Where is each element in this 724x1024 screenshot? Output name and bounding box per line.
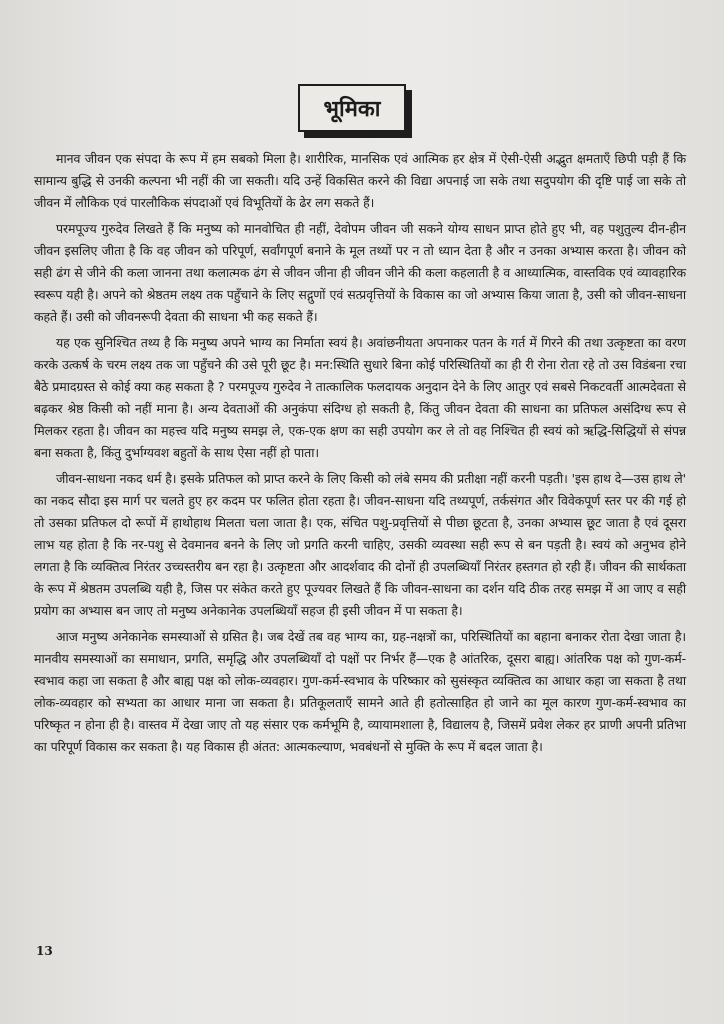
- paragraph-4: जीवन-साधना नकद धर्म है। इसके प्रतिफल को प्राप्त करने के लिए किसी को लंबे समय की प्रतीक्षा नहीं करनी पड़ती। 'इस हाथ दे—उस हाथ ले' का नकद सौदा इस मार्ग पर चलते हुए हर कदम पर फलित होता रहता है। जीवन-साधना यदि तथ्यपूर्ण, तर्कसंगत और विवेकपूर्ण स्तर पर की गई हो तो उसका प्रतिफल दो रूपों में हाथोहाथ मिलता चला जाता है। एक, संचित पशु-प्रवृत्तियों से पीछा छूटता है, उनका अभ्यास छूट जाता है एवं दूसरा लाभ यह होता है कि नर-पशु से देवमानव बनने के लिए जो प्रगति करनी चाहिए, उसकी व्यवस्था सही रूप से बन पड़ती है। स्वयं को अनुभव होने लगता है कि व्यक्तित्व निरंतर उच्चस्तरीय बन रहा है। उत्कृष्टता और आदर्शवाद की दोनों ही उपलब्धियाँ निरंतर हस्तगत हो रही हैं। जीवन की सार्थकता के रूप में श्रेष्ठतम उपलब्धि यही है, जिस पर संकेत करते हुए पूज्यवर लिखते हैं कि जीवन-साधना का दर्शन यदि ठीक तरह समझ में आ जाए व सही प्रयोग का अभ्यास बन जाए तो मनुष्य अनेकानेक उपलब्धियाँ सहज ही इसी जीवन में पा सकता है।: [34, 471, 686, 618]
- heading-frame: [298, 84, 406, 132]
- page-number: 13: [36, 944, 53, 958]
- paragraph-5: आज मनुष्य अनेकानेक समस्याओं से ग्रसित है। जब देखें तब वह भाग्य का, ग्रह-नक्षत्रों का, परिस्थितियों का बहाना बनाकर रोता देखा जाता है। मानवीय समस्याओं का समाधान, प्रगति, समृद्धि और उपलब्धियाँ दो पक्षों पर निर्भर हैं—एक है आंतरिक, दूसरा बाह्य। आंतरिक पक्ष को गुण-कर्म-स्वभाव कहा जा सकता है और बाह्य पक्ष को लोक-व्यवहार। गुण-कर्म-स्वभाव के परिष्कार को सुसंस्कृत व्यक्तित्व का आधार कहा जा सकता है तथा लोक-व्यवहार को सभ्यता का आधार माना जा सकता है। प्रतिकूलताएँ सामने आते ही हतोत्साहित हो जाने का मूल कारण गुण-कर्म-स्वभाव का परिष्कृत न होना ही है। वास्तव में देखा जाए तो यह संसार एक कर्मभूमि है, व्यायामशाला है, विद्यालय है, जिसमें प्रवेश लेकर हर प्राणी अपनी प्रतिभा का परिपूर्ण विकास कर सकता है। यह विकास ही अंतत: आत्मकल्याण, भवबंधनों से मुक्ति के रूप में बदल जाता है।: [34, 629, 686, 754]
- page-heading: भूमिका: [298, 84, 406, 132]
- paragraph-1: मानव जीवन एक संपदा के रूप में हम सबको मिला है। शारीरिक, मानसिक एवं आत्मिक हर क्षेत्र में ऐसी-ऐसी अद्भुत क्षमताएँ छिपी पड़ी हैं कि सामान्य बुद्धि से उनकी कल्पना भी नहीं की जा सकती। यदि उन्हें विकसित करने की विद्या अपनाई जा सके तथा सदुपयोग की दृष्टि पाई जा सके तो जीवन में लौकिक एवं पारलौकिक संपदाओं एवं विभूतियों के ढेर लग सकते हैं।: [34, 151, 686, 210]
- body-text: [34, 148, 686, 762]
- paragraph-2: परमपूज्य गुरुदेव लिखते हैं कि मनुष्य को मानवोचित ही नहीं, देवोपम जीवन जी सकने योग्य साधन प्राप्त होते हुए भी, वह पशुतुल्य दीन-हीन जीवन इसलिए जीता है कि वह जीवन को परिपूर्ण, सर्वांगपूर्ण बनाने के मूल तथ्यों पर न तो ध्यान देता है और न उनका अभ्यास करता है। जीवन को सही ढंग से जीने की कला जानना तथा कलात्मक ढंग से जीवन जीना ही जीवन जीने की कला कहलाती है व आध्यात्मिक, वास्तविक एवं व्यावहारिक स्वरूप यही है। अपने को श्रेष्ठतम लक्ष्य तक पहुँचाने के लिए सद्गुणों एवं सत्प्रवृत्तियों के विकास का जो अभ्यास किया जाता है, उसी को जीवन-साधना कहते हैं। उसी को जीवनरूपी देवता की साधना भी कह सकते हैं।: [34, 221, 686, 324]
- paragraph-3: यह एक सुनिश्चित तथ्य है कि मनुष्य अपने भाग्य का निर्माता स्वयं है। अवांछनीयता अपनाकर पतन के गर्त में गिरने की तथा उत्कृष्टता का वरण करके उत्कर्ष के चरम लक्ष्य तक जा पहुँचने की उसे पूरी छूट है। मन:स्थिति सुधारे बिना कोई परिस्थितियों का ही री रोना रोता रहे तो उस विडंबना रचा बैठे प्रमादग्रस्त से कोई क्या कह सकता है ? परमपूज्य गुरुदेव ने तात्कालिक फलदायक अनुदान देने के लिए आतुर एवं सबसे निकटवर्ती आत्मदेवता से बढ़कर श्रेष्ठ किसी को नहीं माना है। अन्य देवताओं की अनुकंपा संदिग्ध हो सकती है, किंतु जीवन देवता की साधना का प्रतिफल असंदिग्ध रूप से मिलकर रहता है। जीवन का महत्त्व यदि मनुष्य समझ ले, एक-एक क्षण का सही उपयोग कर ले तो वह निश्चित ही स्वयं को ऋद्धि-सिद्धियों से संपन्न बना सकता है, किंतु दुर्भाग्यवश बहुतों के साथ ऐसा नहीं हो पाता।: [34, 335, 686, 460]
